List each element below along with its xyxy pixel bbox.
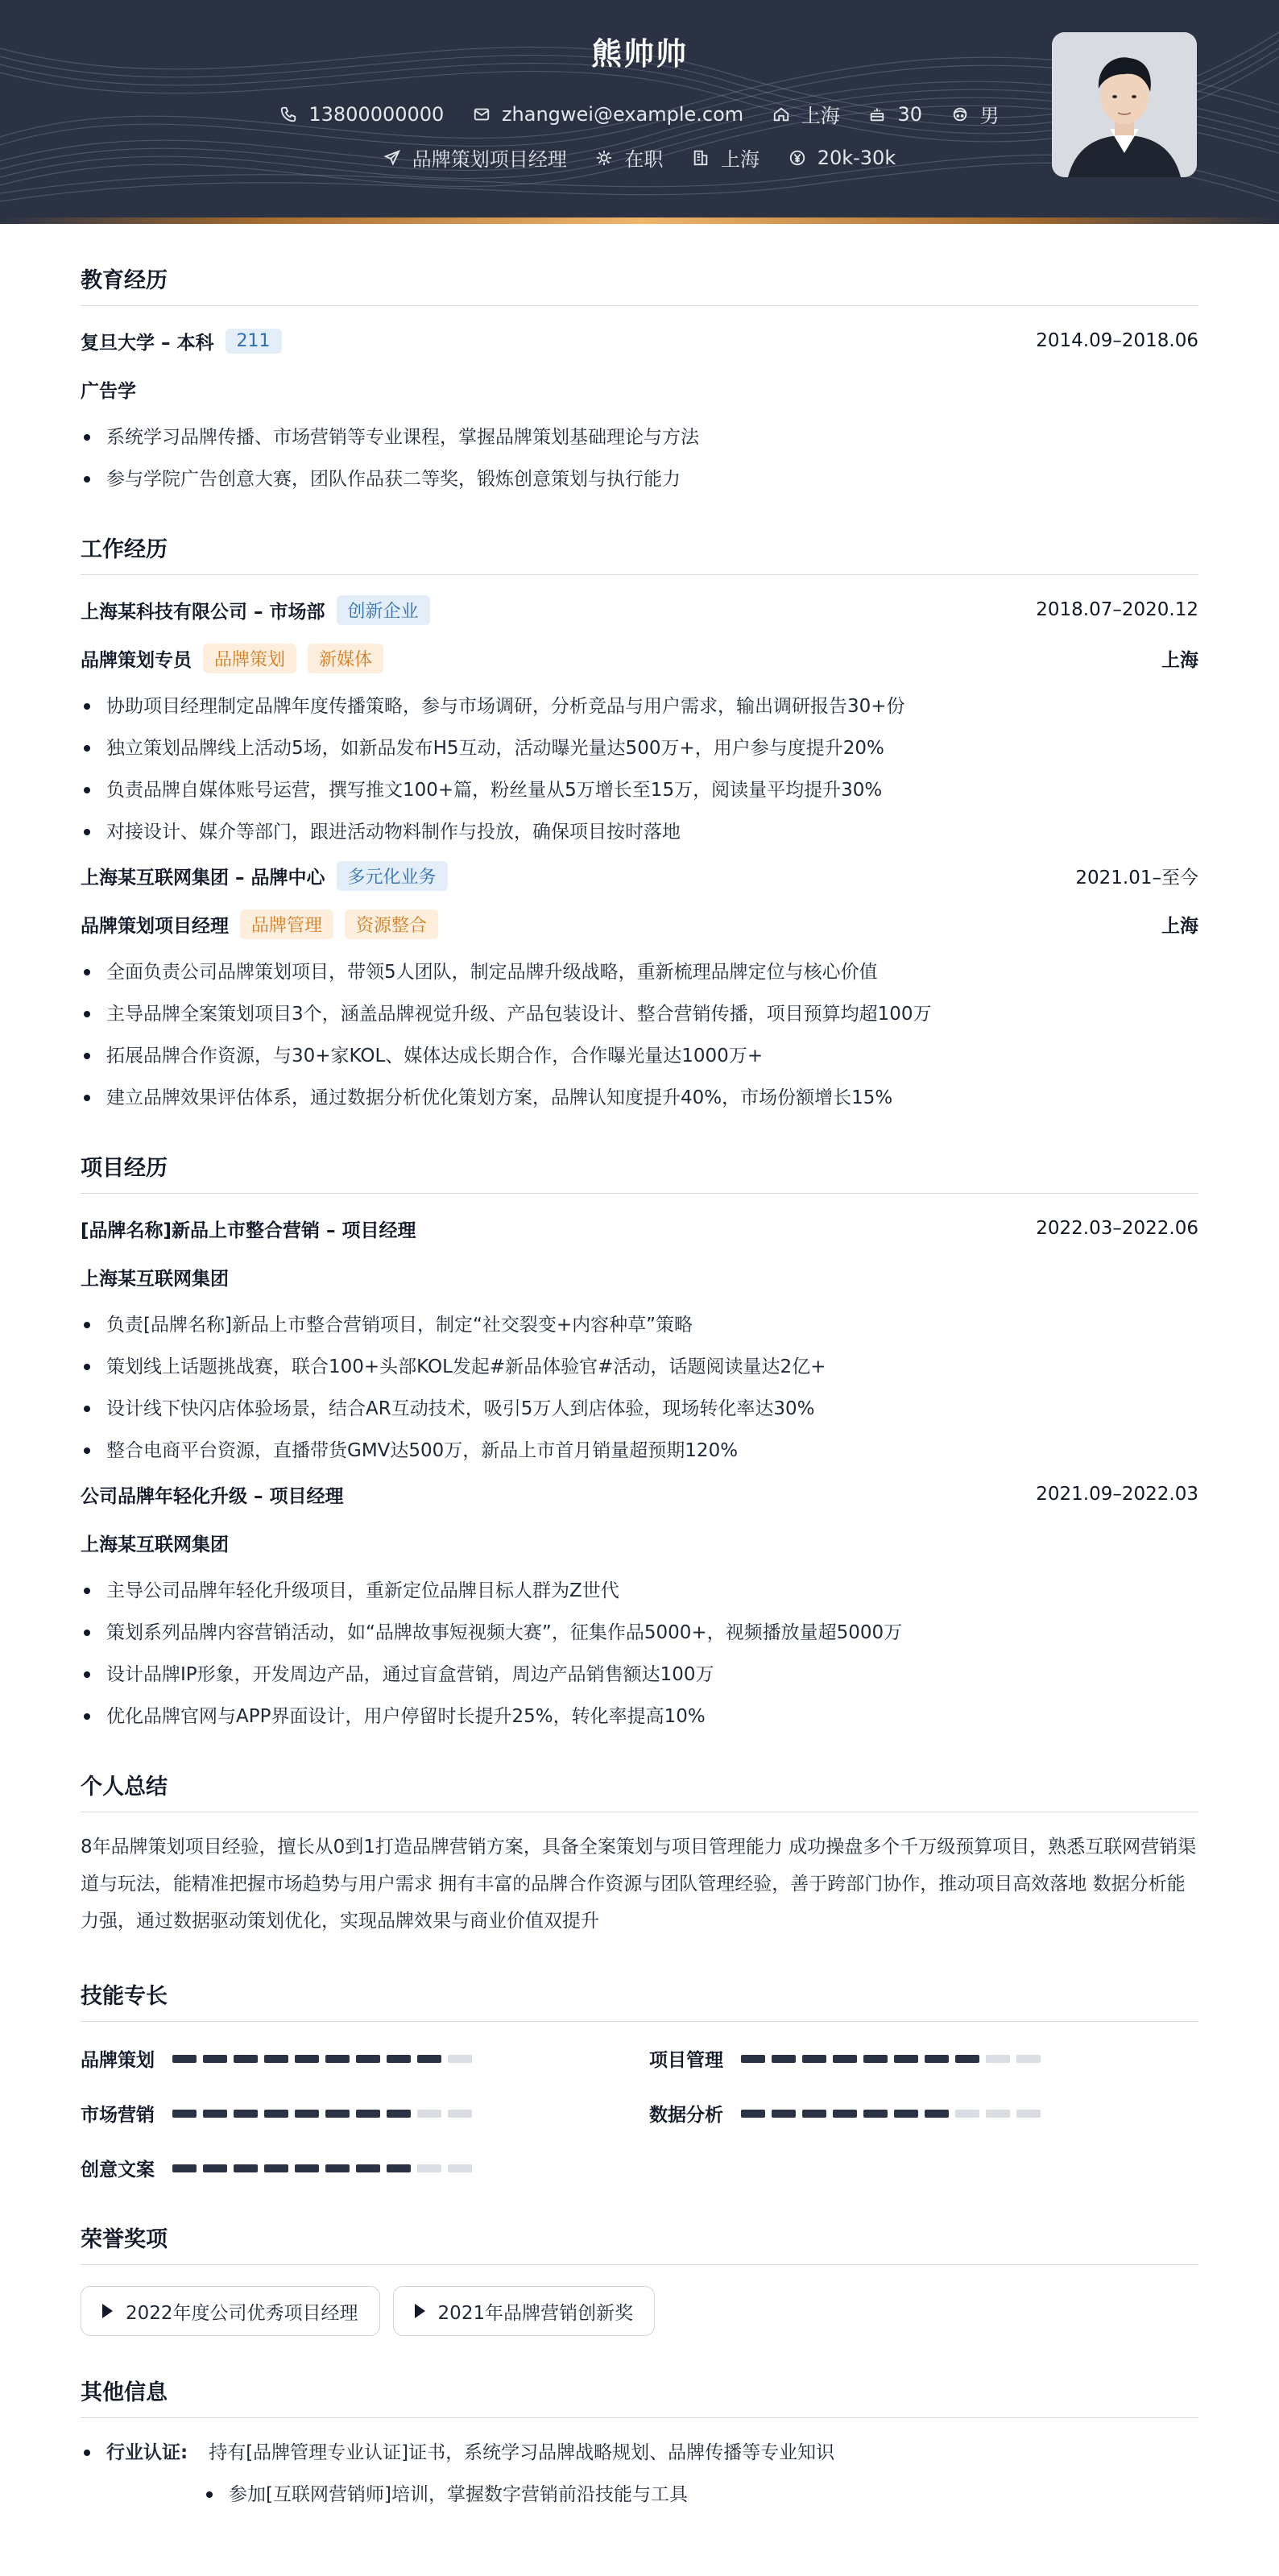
position-info [383, 143, 567, 172]
skill-name: 创意文案 [81, 2159, 155, 2180]
skill-dash-filled [356, 2055, 380, 2063]
summary-text: 8年品牌策划项目经验，擅长从0到1打造品牌营销方案，具备全案策划与项目管理能力 成功操盘多个千万级预算项目，熟悉互联网营销渠道与玩法，能精准把握市场趋势与用户需求 拥有丰富的品牌合作资源与团队管理经验，善于跨部门协作，推动项目高效落地 数据分析能力强，通过数据驱动策划优化，实现品牌效果与商业价值双提升 [81, 1837, 1197, 1932]
home-icon [772, 106, 790, 123]
project-name: 公司品牌年轻化升级 – 项目经理 [81, 1485, 344, 1507]
role-tag: 资源整合 [345, 909, 438, 939]
section-title: 荣誉奖项 [81, 2222, 1198, 2265]
skill-dash-filled [264, 2110, 288, 2118]
skill-name: 品牌策划 [81, 2049, 155, 2071]
school-tag: 211 [226, 329, 282, 354]
skill-dash-filled [234, 2110, 258, 2118]
city-text: 上海 [721, 148, 760, 171]
entry-subheader [81, 644, 1198, 672]
skill-dash-filled [894, 2110, 918, 2118]
list-item: 对接设计、媒介等部门，跟进活动物料制作与投放，确保项目按时落地 [81, 818, 1198, 846]
skill-dash-filled [264, 2164, 288, 2172]
skill-dash-filled [833, 2110, 857, 2118]
send-icon [383, 149, 401, 167]
date-range: 2018.07–2020.12 [1036, 599, 1198, 620]
company-name: 上海某科技有限公司 – 市场部 [81, 601, 325, 623]
skill-dash-filled [172, 2164, 197, 2172]
project-org: 上海某互联网集团 [81, 1268, 229, 1290]
entry-header [81, 596, 1198, 623]
skill-dash-filled [172, 2055, 197, 2063]
entry-subheader [81, 1529, 1198, 1556]
skill-dash-filled [417, 2055, 441, 2063]
entry-header [81, 862, 1198, 889]
skill-meter [172, 2106, 478, 2121]
skill-dash-filled [772, 2110, 796, 2118]
skill-meter [741, 2051, 1047, 2066]
skill-dash-filled [894, 2055, 918, 2063]
skill-dash-filled [925, 2110, 949, 2118]
skill-item [81, 2152, 649, 2183]
bullet-list [81, 959, 1198, 1112]
list-item: 优化品牌官网与APP界面设计，用户停留时长提升25%，转化率提高10% [81, 1703, 1198, 1730]
age-text: 30 [897, 102, 922, 126]
list-item: 全面负责公司品牌策划项目，带领5人团队，制定品牌升级战略，重新梳理品牌定位与核心价值 [81, 959, 1198, 986]
work-city: 上海 [1161, 649, 1198, 671]
skill-dash-filled [833, 2055, 857, 2063]
email-text: zhangwei@example.com [501, 102, 744, 126]
hometown-info [772, 100, 840, 128]
yen-icon [789, 149, 806, 167]
skill-dash-filled [234, 2164, 258, 2172]
award-chip[interactable] [393, 2286, 656, 2336]
skills-section [81, 1978, 1198, 2183]
work-section [81, 532, 1198, 1112]
section-title: 其他信息 [81, 2375, 1198, 2418]
role-title: 品牌策划项目经理 [81, 915, 229, 937]
project-entry [81, 1481, 1198, 1730]
skill-dash-filled [772, 2055, 796, 2063]
skill-dash-filled [203, 2110, 227, 2118]
section-title: 项目经历 [81, 1150, 1198, 1194]
entry-header [81, 1215, 1198, 1242]
cake-icon [868, 106, 886, 123]
major: 广告学 [81, 380, 136, 402]
status-text: 在职 [624, 148, 664, 171]
gender-info [951, 100, 1000, 128]
list-item: 策划线上话题挑战赛，联合100+头部KOL发起#新品体验官#活动，话题阅读量达2亿+ [81, 1353, 1198, 1381]
list-item: 整合电商平台资源，直播带货GMV达500万，新品上市首月销量超预期120% [81, 1437, 1198, 1464]
section-title: 技能专长 [81, 1978, 1198, 2022]
status-icon [595, 149, 613, 167]
list-item: 设计线下快闪店体验场景，结合AR互动技术，吸引5万人到店体验，现场转化率达30% [81, 1395, 1198, 1423]
list-item: 拓展品牌合作资源，与30+家KOL、媒体达成长期合作，合作曝光量达1000万+ [81, 1042, 1198, 1070]
school-name: 复旦大学 – 本科 [81, 332, 214, 354]
skill-item [649, 2043, 1198, 2073]
skill-dash-empty [417, 2164, 441, 2172]
other-item: 参加[互联网营销师]培训，掌握数字营销前沿技能与工具 [229, 2484, 688, 2505]
resume-header [0, 0, 1279, 224]
avatar [1052, 32, 1197, 177]
skill-dash-empty [986, 2110, 1010, 2118]
skill-meter [741, 2106, 1047, 2121]
skill-dash-filled [387, 2110, 411, 2118]
skill-dash-empty [1016, 2055, 1041, 2063]
list-item: 系统学习品牌传播、市场营销等专业课程，掌握品牌策划基础理论与方法 [81, 424, 1198, 451]
role-tag: 品牌管理 [240, 909, 333, 939]
skill-dash-empty [1016, 2110, 1041, 2118]
list-item: 独立策划品牌线上活动5场，如新品发布H5互动，活动曝光量达500万+，用户参与度提升20% [81, 735, 1198, 762]
candidate-name: 熊帅帅 [590, 36, 688, 72]
skill-dash-filled [356, 2110, 380, 2118]
position-text: 品牌策划项目经理 [412, 148, 567, 171]
phone-text: 13800000000 [308, 102, 445, 126]
list-item: 主导品牌全案策划项目3个，涵盖品牌视觉升级、产品包装设计、整合营销传播，项目预算均超100万 [81, 1000, 1198, 1028]
skill-dash-filled [387, 2164, 411, 2172]
bullet-list [81, 1577, 1198, 1730]
list-item [81, 2481, 1198, 2508]
skill-dash-empty [417, 2110, 441, 2118]
skill-item [649, 2098, 1198, 2128]
summary-section [81, 1769, 1198, 1940]
project-name: [品牌名称]新品上市整合营销 – 项目经理 [81, 1220, 416, 1241]
skill-dash-empty [448, 2110, 472, 2118]
role-title: 品牌策划专员 [81, 649, 192, 671]
date-range: 2021.09–2022.03 [1036, 1484, 1198, 1505]
age-info [868, 103, 922, 126]
role-tag: 新媒体 [308, 644, 383, 673]
date-range: 2014.09–2018.06 [1036, 330, 1198, 351]
list-item: 负责[品牌名称]新品上市整合营销项目，制定“社交裂变+内容种草”策略 [81, 1311, 1198, 1339]
skill-dash-empty [955, 2110, 979, 2118]
other-section [81, 2375, 1198, 2508]
skill-dash-filled [325, 2110, 350, 2118]
work-entry [81, 862, 1198, 1112]
phone-icon [279, 106, 297, 123]
projects-section [81, 1150, 1198, 1730]
awards-section [81, 2222, 1198, 2336]
triangle-icon [102, 2304, 113, 2318]
date-range: 2021.01–至今 [1075, 867, 1198, 888]
award-label: 2021年品牌营销创新奖 [437, 2302, 634, 2324]
education-section [81, 263, 1198, 493]
award-label: 2022年度公司优秀项目经理 [126, 2302, 358, 2324]
list-item: 建立品牌效果评估体系，通过数据分析优化策划方案，品牌认知度提升40%，市场份额增长15% [81, 1084, 1198, 1112]
skill-dash-filled [264, 2055, 288, 2063]
list-item: 负责品牌自媒体账号运营，撰写推文100+篇，粉丝量从5万增长至15万，阅读量平均提升30% [81, 777, 1198, 804]
skill-dash-filled [203, 2055, 227, 2063]
skill-dash-filled [203, 2164, 227, 2172]
phone-info [279, 103, 444, 126]
skill-dash-empty [448, 2164, 472, 2172]
skill-dash-filled [387, 2055, 411, 2063]
email-info [473, 103, 743, 126]
other-info-list [81, 2439, 1198, 2508]
entry-subheader [81, 1263, 1198, 1290]
list-item [81, 2439, 1198, 2466]
section-title: 教育经历 [81, 263, 1198, 306]
skill-name: 项目管理 [649, 2049, 723, 2071]
work-city: 上海 [1161, 915, 1198, 937]
skill-meter [172, 2051, 478, 2066]
building-icon [692, 149, 710, 167]
skill-dash-filled [172, 2110, 197, 2118]
work-entry [81, 596, 1198, 846]
other-item: 持有[品牌管理专业认证]证书，系统学习品牌战略规划、品牌传播等专业知识 [209, 2442, 835, 2463]
skill-dash-filled [234, 2055, 258, 2063]
skill-dash-filled [863, 2055, 888, 2063]
entry-subheader [81, 375, 1198, 403]
triangle-icon [415, 2304, 425, 2318]
skill-dash-filled [295, 2164, 319, 2172]
project-org: 上海某互联网集团 [81, 1534, 229, 1555]
skill-dash-filled [325, 2055, 350, 2063]
skill-dash-filled [356, 2164, 380, 2172]
status-info [595, 143, 663, 172]
other-label: 行业认证: [106, 2442, 188, 2463]
skill-dash-empty [448, 2055, 472, 2063]
skill-item [81, 2098, 649, 2128]
list-item: 策划系列品牌内容营销活动，如“品牌故事短视频大赛”，征集作品5000+，视频播放量超5000万 [81, 1619, 1198, 1646]
project-entry [81, 1215, 1198, 1464]
skill-dash-filled [741, 2055, 765, 2063]
awards-list [81, 2286, 1198, 2336]
skill-dash-filled [741, 2110, 765, 2118]
bullet-list [81, 693, 1198, 846]
skill-item [81, 2043, 649, 2073]
skills-grid [81, 2043, 1198, 2183]
entry-header [81, 1481, 1198, 1508]
salary-info [789, 147, 896, 169]
salary-text: 20k-30k [817, 146, 896, 169]
skill-meter [172, 2160, 478, 2176]
skill-name: 市场营销 [81, 2104, 155, 2126]
list-item: 设计品牌IP形象，开发周边产品，通过盲盒营销，周边产品销售额达100万 [81, 1661, 1198, 1688]
gender-icon [951, 106, 969, 123]
skill-dash-filled [325, 2164, 350, 2172]
section-title: 个人总结 [81, 1769, 1198, 1812]
mail-icon [473, 106, 490, 123]
section-title: 工作经历 [81, 532, 1198, 575]
skill-dash-filled [955, 2055, 979, 2063]
skill-dash-filled [925, 2055, 949, 2063]
list-item: 协助项目经理制定品牌年度传播策略，参与市场调研，分析竞品与用户需求，输出调研报告30+份 [81, 693, 1198, 720]
skill-dash-empty [986, 2055, 1010, 2063]
skill-dash-filled [802, 2110, 826, 2118]
bullet-list [81, 1311, 1198, 1464]
entry-subheader [81, 910, 1198, 938]
entry-header [81, 327, 1198, 354]
award-chip[interactable] [81, 2286, 380, 2336]
company-tag: 创新企业 [337, 595, 430, 625]
date-range: 2022.03–2022.06 [1036, 1218, 1198, 1239]
skill-dash-filled [295, 2055, 319, 2063]
list-item: 主导公司品牌年轻化升级项目，重新定位品牌目标人群为Z世代 [81, 1577, 1198, 1605]
role-tag: 品牌策划 [203, 644, 296, 673]
city-info [692, 143, 760, 172]
bullet-list [81, 424, 1198, 493]
company-name: 上海某互联网集团 – 品牌中心 [81, 867, 325, 888]
skill-dash-filled [863, 2110, 888, 2118]
gender-text: 男 [979, 105, 1000, 127]
resume-body [81, 224, 1198, 2523]
skill-dash-filled [802, 2055, 826, 2063]
skill-dash-filled [295, 2110, 319, 2118]
skill-name: 数据分析 [649, 2104, 723, 2126]
hometown-text: 上海 [801, 105, 840, 127]
accent-bar [0, 217, 1279, 224]
company-tag: 多元化业务 [337, 861, 448, 891]
list-item: 参与学院广告创意大赛，团队作品获二等奖，锻炼创意策划与执行能力 [81, 466, 1198, 493]
